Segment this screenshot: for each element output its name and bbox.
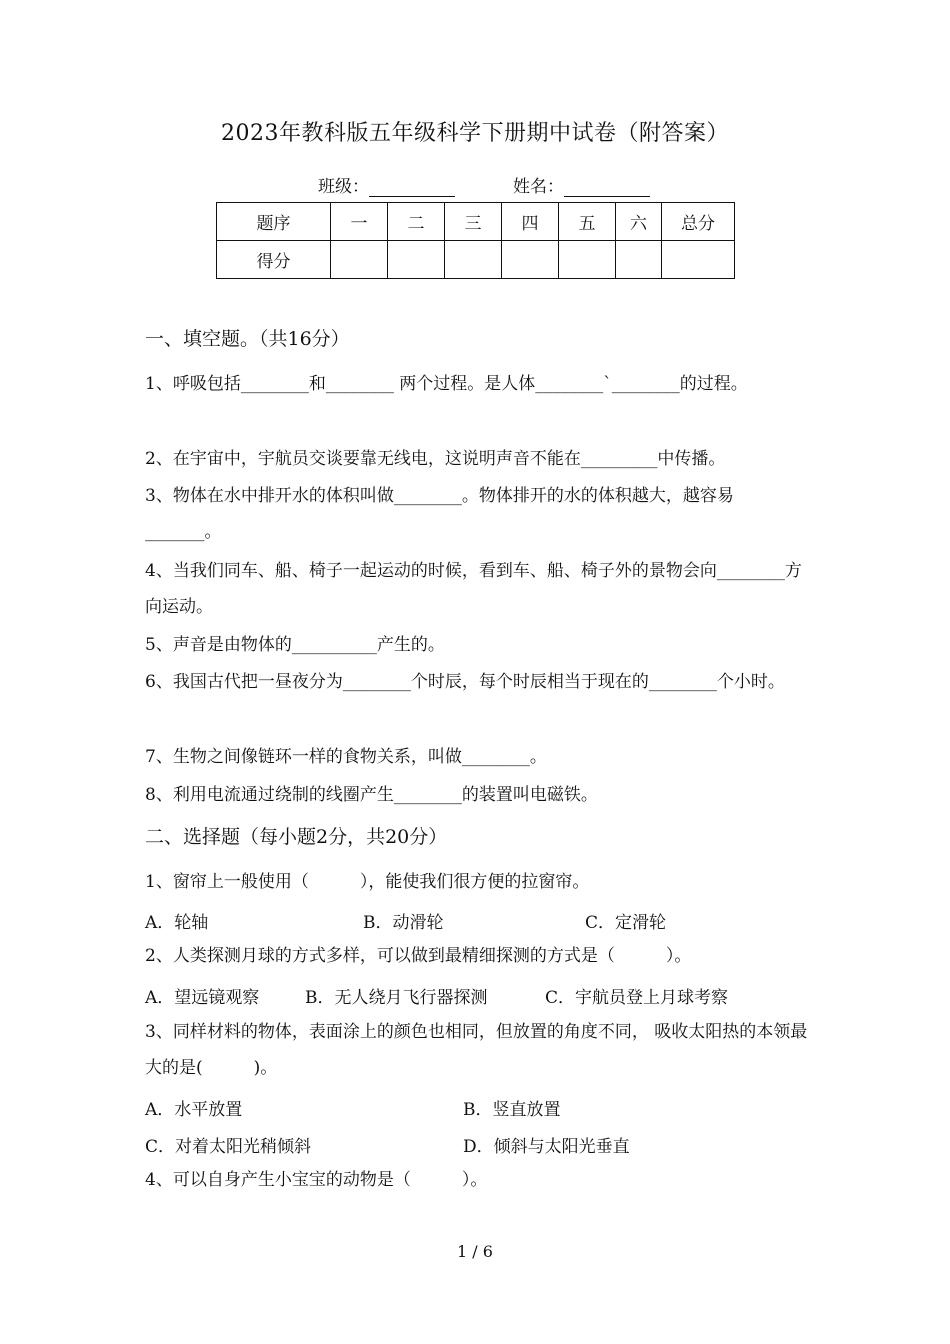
class-blank [369,178,455,197]
fill-question: 6、我国古代把一昼夜分为________个时辰，每个时辰相当于现在的________个小时。 [145,672,785,692]
name-blank [564,178,650,197]
exam-title: 2023年教科版五年级科学下册期中试卷（附答案） [221,121,729,146]
option-a: A．轮轴 [145,913,209,933]
score-cell [388,241,445,279]
option-b: B．动滑轮 [363,913,444,933]
header-cell: 三 [445,203,502,241]
fill-question: 4、当我们同车、船、椅子一起运动的时候，看到车、船、椅子外的景物会向________方向运动。 [145,561,802,617]
fill-question: 5、声音是由物体的__________产生的。 [145,635,445,655]
option-c: C．对着太阳光稍倾斜 [145,1137,312,1157]
score-cell [445,241,502,279]
name-label: 姓名： [513,177,564,197]
header-cell: 二 [388,203,445,241]
section1-heading: 一、填空题。（共16分） [145,328,350,350]
choice-question-stem: 2、人类探测月球的方式多样，可以做到最精细探测的方式是（ ）。 [145,946,692,966]
score-cell [662,241,735,279]
option-d: D．倾斜与太阳光垂直 [463,1137,630,1157]
choice-question-stem: 4、可以自身产生小宝宝的动物是（ ）。 [145,1170,488,1190]
score-table-score-row [217,241,735,279]
fill-question: 7、生物之间像链环一样的食物关系，叫做________。 [145,747,547,767]
fill-question: 8、利用电流通过绕制的线圈产生________的装置叫电磁铁。 [145,785,598,805]
page-number: 1 / 6 [457,1242,493,1261]
fill-question: 3、物体在水中排开水的体积叫做________。物体排开的水的体积越大，越容易_______。 [145,486,734,542]
student-info-line [318,172,650,197]
score-cell [502,241,559,279]
score-table-header-row [217,203,735,241]
section2-heading: 二、选择题（每小题2分，共20分） [145,826,448,848]
fill-question: 1、呼吸包括________和________ 两个过程。是人体________`________的过程。 [145,374,748,394]
score-cell [559,241,616,279]
option-a: A．水平放置 [145,1100,243,1120]
option-c: C．定滑轮 [585,913,667,933]
choice-question-stem: 1、窗帘上一般使用（ ），能使我们很方便的拉窗帘。 [145,872,590,892]
header-cell: 六 [616,203,662,241]
header-cell: 五 [559,203,616,241]
class-label: 班级： [318,177,369,197]
score-cell [616,241,662,279]
fill-question: 2、在宇宙中，宇航员交谈要靠无线电，这说明声音不能在_________中传播。 [145,449,726,469]
option-b: B．无人绕月飞行器探测 [305,988,488,1008]
option-b: B．竖直放置 [463,1100,561,1120]
row-label-cell: 得分 [217,241,331,279]
header-cell: 一 [331,203,388,241]
header-cell: 总分 [662,203,735,241]
header-cell: 题序 [217,203,331,241]
header-cell: 四 [502,203,559,241]
score-table [216,202,735,279]
choice-question-stem: 3、同样材料的物体，表面涂上的颜色也相同，但放置的角度不同， 吸收太阳热的本领最大的是( )。 [145,1022,808,1078]
option-c: C．宇航员登上月球考察 [545,988,729,1008]
option-a: A．望远镜观察 [145,988,260,1008]
score-cell [331,241,388,279]
